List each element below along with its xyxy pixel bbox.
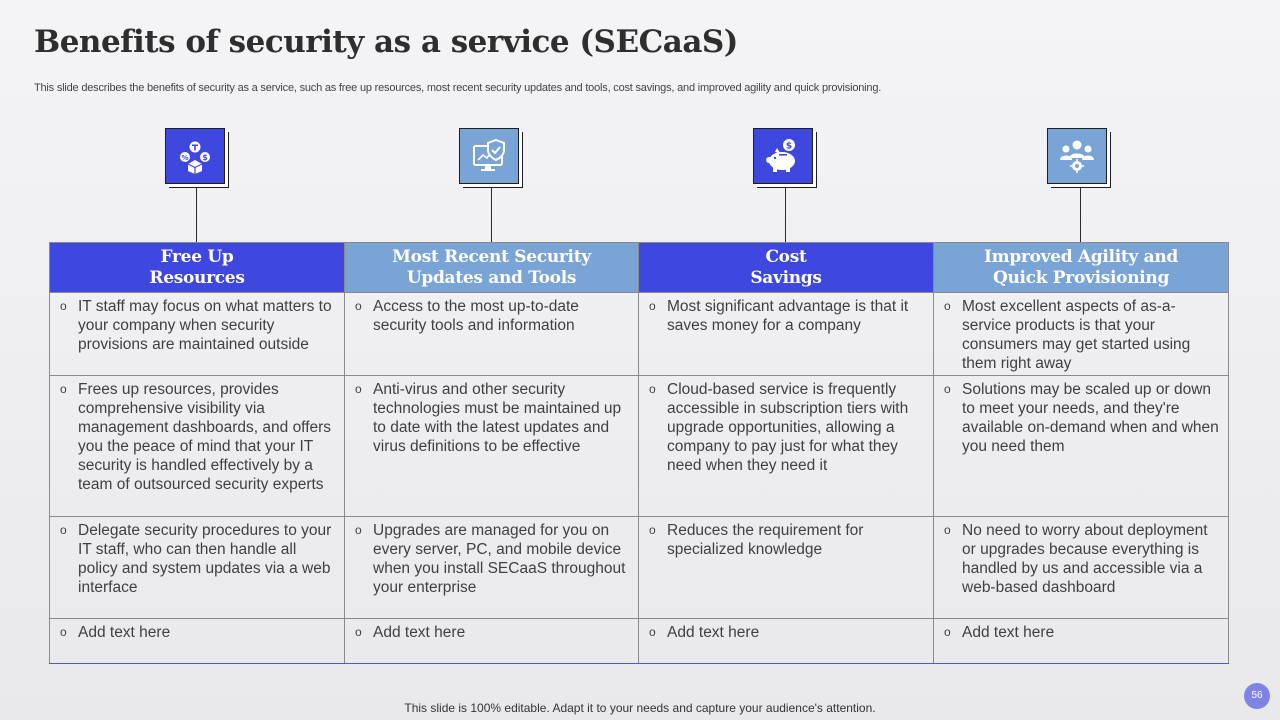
bullet-icon: o bbox=[944, 625, 951, 639]
header-line: Savings bbox=[750, 267, 822, 288]
table-cell bbox=[934, 376, 1229, 517]
table-cell bbox=[934, 619, 1229, 664]
bullet-icon: o bbox=[649, 625, 656, 639]
cell-text: Upgrades are managed for you on every server, PC, and mobile device when you install SECaaS throughout your enterprise bbox=[373, 522, 626, 596]
header-line: Most Recent Security bbox=[392, 246, 591, 267]
table-cell bbox=[50, 376, 345, 517]
table-cell bbox=[50, 293, 345, 376]
placeholder-text[interactable]: Add text here bbox=[373, 624, 466, 641]
column-header-agility bbox=[934, 243, 1229, 293]
table-cell bbox=[345, 517, 639, 619]
slide-subtitle: This slide describes the benefits of security as a service, such as free up resources, most recent security updates and tools, cost savings, and improved agility and quick provisioning. bbox=[34, 82, 882, 94]
placeholder-text[interactable]: Add text here bbox=[667, 624, 760, 641]
footer-note: This slide is 100% editable. Adapt it to your needs and capture your audience's attention. bbox=[404, 701, 876, 715]
cell-text: No need to worry about deployment or upgrades because everything is handled by us and accessible via a web-based dashboard bbox=[962, 522, 1208, 596]
svg-text:%: % bbox=[181, 154, 189, 162]
table-cell bbox=[50, 517, 345, 619]
header-line: Updates and Tools bbox=[406, 267, 577, 288]
cell-text: Delegate security procedures to your IT staff, who can then handle all policy and system updates via a web interface bbox=[78, 522, 332, 596]
header-line: Improved Agility and bbox=[984, 246, 1178, 267]
header-line: Cost bbox=[765, 246, 807, 267]
svg-text:$: $ bbox=[785, 141, 793, 152]
bullet-icon: o bbox=[649, 382, 656, 396]
header-row bbox=[50, 243, 1229, 293]
cell-text: Reduces the requirement for specialized knowledge bbox=[667, 522, 864, 558]
bullet-icon: o bbox=[60, 523, 67, 537]
table-row bbox=[50, 293, 1229, 376]
team-icon bbox=[1047, 128, 1107, 184]
table-row bbox=[50, 517, 1229, 619]
cell-text: IT staff may focus on what matters to your company when security provisions are maintained outside bbox=[78, 298, 332, 353]
bullet-icon: o bbox=[944, 382, 951, 396]
bullet-icon: o bbox=[944, 299, 951, 313]
bullet-icon: o bbox=[649, 523, 656, 537]
resources-icon bbox=[165, 128, 225, 184]
table-cell bbox=[934, 517, 1229, 619]
table-cell bbox=[50, 619, 345, 664]
bullet-icon: o bbox=[355, 299, 362, 313]
header-line: Quick Provisioning bbox=[992, 267, 1170, 288]
table-row bbox=[50, 376, 1229, 517]
bullet-icon: o bbox=[649, 299, 656, 313]
cell-text: Cloud-based service is frequently accessible in subscription tiers with upgrade opportunities, allowing a company to pay just for what they need when they need it bbox=[667, 381, 909, 474]
benefits-table bbox=[49, 242, 1229, 664]
svg-text:$: $ bbox=[202, 153, 208, 162]
table-cell bbox=[639, 376, 934, 517]
placeholder-text[interactable]: Add text here bbox=[962, 624, 1055, 641]
table-cell bbox=[934, 293, 1229, 376]
cell-text: Most significant advantage is that it saves money for a company bbox=[667, 298, 909, 334]
bullet-icon: o bbox=[944, 523, 951, 537]
cell-text: Most excellent aspects of as-a-service products is that your consumers may get started using them right away bbox=[962, 298, 1191, 372]
header-line: Resources bbox=[149, 267, 245, 288]
bullet-icon: o bbox=[355, 625, 362, 639]
bullet-icon: o bbox=[60, 382, 67, 396]
cell-text: Frees up resources, provides comprehensive visibility via management dashboards, and offers you the peace of mind that your IT security is handled effectively by a team of outsourced security experts bbox=[78, 381, 332, 493]
table-cell bbox=[345, 293, 639, 376]
connector-line bbox=[491, 188, 492, 243]
table-row bbox=[50, 619, 1229, 664]
bullet-icon: o bbox=[60, 625, 67, 639]
table-cell bbox=[639, 293, 934, 376]
table-cell bbox=[639, 517, 934, 619]
slide-title: Benefits of security as a service (SECaaS) bbox=[34, 24, 738, 60]
column-header-cost-savings bbox=[639, 243, 934, 293]
bullet-icon: o bbox=[60, 299, 67, 313]
header-line: Free Up bbox=[160, 246, 234, 267]
bullet-icon: o bbox=[355, 382, 362, 396]
bullet-icon: o bbox=[355, 523, 362, 537]
cell-text: Anti-virus and other security technologies must be maintained up to date with the latest updates and virus definitions to be effective bbox=[373, 381, 622, 455]
cell-text: Solutions may be scaled up or down to meet your needs, and they're available on-demand when and when you need them bbox=[962, 381, 1219, 455]
connector-line bbox=[1080, 188, 1081, 243]
piggy-bank-icon bbox=[753, 128, 813, 184]
table-cell bbox=[639, 619, 934, 664]
cell-text: Access to the most up-to-date security tools and information bbox=[373, 298, 579, 334]
placeholder-text[interactable]: Add text here bbox=[78, 624, 171, 641]
table-cell bbox=[345, 619, 639, 664]
connector-line bbox=[785, 188, 786, 243]
table-cell bbox=[345, 376, 639, 517]
column-header-security-updates bbox=[345, 243, 639, 293]
column-header-free-up-resources bbox=[50, 243, 345, 293]
connector-line bbox=[196, 188, 197, 243]
security-update-icon bbox=[459, 128, 519, 184]
page-number-badge: 56 bbox=[1244, 683, 1270, 709]
